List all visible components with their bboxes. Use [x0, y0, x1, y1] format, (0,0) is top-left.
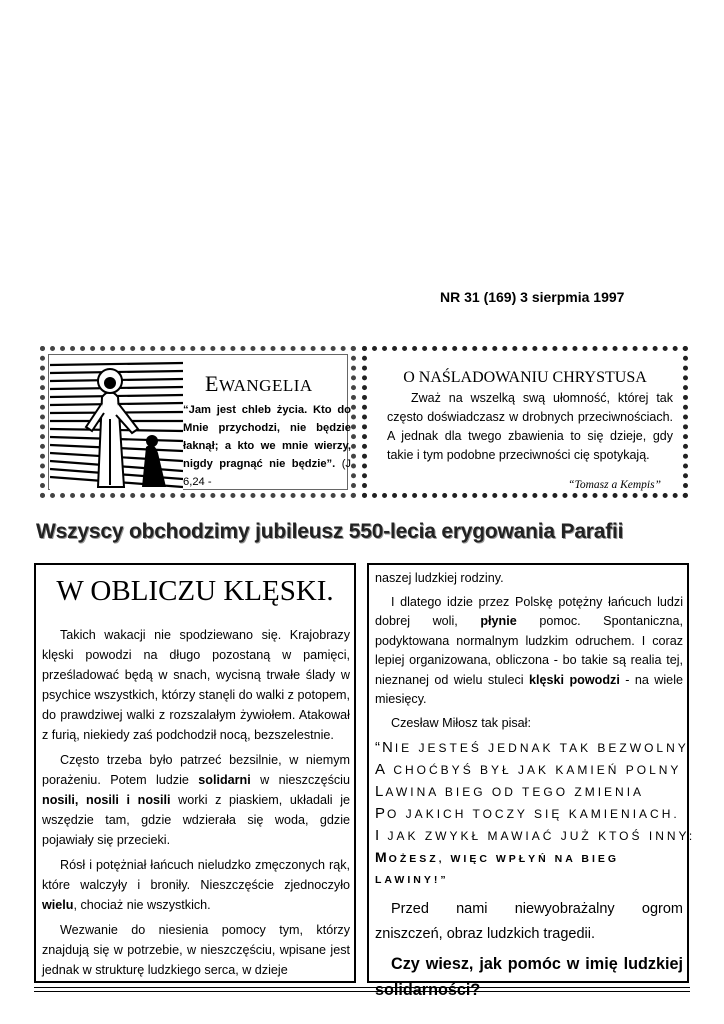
- article-paragraph: Takich wakacji nie spodziewano się. Krajobrazy klęski powodzi na długo pozostaną w pamięci, prześladować będą w snach, wycisną trwałe ślady w psychice wszystkich, którzy stanęli do walki z potopem, do prawdziwej walki z rozszalałym żywiołem. Atakował z furią, niekiedy zaś podchodził nocą, bezszelestnie.: [42, 628, 350, 742]
- article-right-column: [367, 563, 696, 999]
- gospel-quote: “Jam jest chleb życia. Kto do Mnie przychodzi, nie będzie łaknął; a kto we mnie wierzy, nigdy pragnąć nie będzie”. (J 6,24 -: [183, 404, 352, 488]
- poem-line: LAWINA BIEG OD TEGO ZMIENIA: [375, 783, 645, 800]
- article-paragraph: naszej ludzkiej rodziny.: [375, 571, 504, 585]
- article-body-right: [375, 569, 696, 1007]
- article-paragraph: Rósł i potężniał łańcuch nieludzko zmęczonych rąk, które walczyły i broniły. Nieszczęście zjednoczyło wielu, chociaż nie wszystkich.: [42, 858, 350, 912]
- poem-line: “NIE JESTEŚ JEDNAK TAK BEZWOLNY: [375, 739, 689, 756]
- christ-woodcut-illustration: [50, 357, 183, 491]
- article-paragraph: Często trzeba było patrzeć bezsilnie, w niemym porażeniu. Potem ludzie solidarni w nieszczęściu nosili, nosili i nosili worki z piaskiem, układali je wszędzie tam, gdzie wdzierała się woda, gdzie pojawiały się przecieki.: [42, 753, 350, 847]
- gospel-box: [40, 346, 356, 498]
- poem-line: A CHOĆBYŚ BYŁ JAK KAMIEŃ POLNY: [375, 761, 682, 778]
- gospel-reference: (J 6,24 -: [183, 458, 352, 488]
- poem-line: LAWINY!”: [375, 874, 449, 886]
- milosz-poem: [375, 737, 696, 891]
- issue-number-date: NR 31 (169) 3 sierpmia 1997: [440, 289, 625, 305]
- article-body-left: [42, 625, 350, 985]
- imitation-text: Zważ na wszelką swą ułomność, której tak często doświadczasz w drobnych przeciwnościach. A jednak dla twego zbawienia to się dzieje, gdy takie i tym podobne przeciwności cię spotykają.: [387, 391, 673, 462]
- article-paragraph: Przed nami niewyobrażalny ogrom zniszczeń, obraz ludzkich tragedii.: [375, 901, 683, 942]
- poem-line: I JAK ZWYKŁ MAWIAĆ JUŻ KTOŚ INNY:: [375, 827, 696, 844]
- footer-rule: [34, 991, 690, 992]
- footer-rule: [34, 987, 690, 988]
- article-paragraph: Czesław Miłosz tak pisał:: [391, 715, 531, 730]
- poem-line: MOŻESZ, WIĘC WPŁYŃ NA BIEG: [375, 849, 620, 865]
- imitation-title: O NAŚLADOWANIU CHRYSTUSA: [403, 369, 647, 386]
- article-title: W OBLICZU KLĘSKI.: [56, 575, 334, 607]
- jubilee-headline: Wszyscy obchodzimy jubileusz 550-lecia erygowania Parafii: [36, 520, 624, 543]
- gospel-title: EWANGELIA: [205, 371, 313, 396]
- article-paragraph: I dlatego idzie przez Polskę potężny łańcuch ludzi dobrej woli, płynie pomoc. Spontaniczna, podyktowana normalnym ludzkim odruchem. I coraz lepiej organizowana, obliczona - bo takie są realia tej, nieznanej od wielu stuleci klęski powodzi - na wiele miesięcy.: [375, 594, 683, 706]
- article-left-column: [34, 563, 356, 983]
- imitation-of-christ-box: [362, 346, 688, 498]
- poem-line: PO JAKICH TOCZY SIĘ KAMIENIACH.: [375, 805, 680, 822]
- imitation-author: “Tomasz a Kempis”: [568, 479, 661, 491]
- article-paragraph: Wezwanie do niesienia pomocy tym, którzy znajdują się w potrzebie, w nieszczęściu, wpisane jest jednak w strukturę ludzkiego serca, w dzieje: [42, 923, 350, 977]
- closing-question: Czy wiesz, jak pomóc w imię ludzkiej solidarności?: [375, 955, 683, 999]
